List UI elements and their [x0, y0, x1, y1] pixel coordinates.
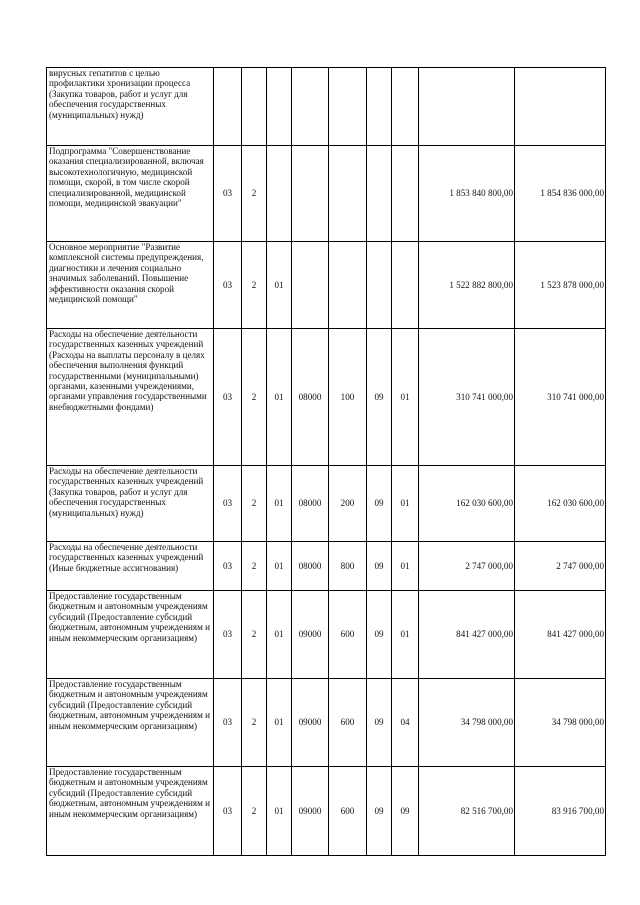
row-name: Расходы на обеспечение деятельности государственных казенных учреждений (Расходы на выплаты персоналу в целях обеспечения выполнения функций государственными (муниципальными) органами, казенными учреждениями, органами управления государственными внебюджетными фондами) — [47, 329, 214, 466]
direction-code: 09000 — [292, 591, 329, 679]
amount-year-2: 162 030 600,00 — [515, 466, 606, 542]
event-code — [267, 68, 292, 146]
expense-type-code — [329, 68, 367, 146]
section-code: 09 — [367, 767, 392, 856]
direction-code — [292, 68, 329, 146]
event-code: 01 — [267, 591, 292, 679]
section-code — [367, 242, 392, 329]
amount-year-1: 1 522 882 800,00 — [419, 242, 515, 329]
amount-year-2: 34 798 000,00 — [515, 679, 606, 767]
event-code: 01 — [267, 242, 292, 329]
row-name: Предоставление государственным бюджетным и автономным учреждениям субсидий (Предоставление субсидий бюджетным, автономным учреждениям и иным некоммерческим организациям) — [47, 767, 214, 856]
section-code: 09 — [367, 329, 392, 466]
subprogram-code: 2 — [242, 466, 267, 542]
subsection-code: 01 — [392, 542, 419, 591]
direction-code: 09000 — [292, 679, 329, 767]
section-code: 09 — [367, 679, 392, 767]
program-code: 03 — [214, 242, 242, 329]
direction-code — [292, 146, 329, 242]
subprogram-code: 2 — [242, 542, 267, 591]
direction-code: 08000 — [292, 329, 329, 466]
subprogram-code: 2 — [242, 146, 267, 242]
amount-year-1: 34 798 000,00 — [419, 679, 515, 767]
expense-type-code: 200 — [329, 466, 367, 542]
program-code: 03 — [214, 591, 242, 679]
subsection-code: 01 — [392, 591, 419, 679]
amount-year-1: 841 427 000,00 — [419, 591, 515, 679]
program-code: 03 — [214, 767, 242, 856]
expense-type-code — [329, 146, 367, 242]
direction-code: 09000 — [292, 767, 329, 856]
subprogram-code: 2 — [242, 679, 267, 767]
amount-year-2: 1 523 878 000,00 — [515, 242, 606, 329]
amount-year-2: 841 427 000,00 — [515, 591, 606, 679]
table-row — [47, 68, 606, 146]
event-code: 01 — [267, 767, 292, 856]
expense-type-code: 100 — [329, 329, 367, 466]
table-row — [47, 679, 606, 767]
amount-year-1: 82 516 700,00 — [419, 767, 515, 856]
subsection-code: 01 — [392, 329, 419, 466]
row-name: Подпрограмма "Совершенствование оказания специализированной, включая высокотехнологичную, медицинской помощи, скорой, в том числе скорой специализированной, медицинской помощи, медицинской эвакуации" — [47, 146, 214, 242]
subsection-code — [392, 146, 419, 242]
program-code: 03 — [214, 466, 242, 542]
subprogram-code: 2 — [242, 591, 267, 679]
section-code: 09 — [367, 542, 392, 591]
subprogram-code — [242, 68, 267, 146]
subsection-code — [392, 242, 419, 329]
expense-type-code: 600 — [329, 767, 367, 856]
row-name: Предоставление государственным бюджетным и автономным учреждениям субсидий (Предоставление субсидий бюджетным, автономным учреждениям и иным некоммерческим организациям) — [47, 679, 214, 767]
direction-code: 08000 — [292, 542, 329, 591]
expense-type-code — [329, 242, 367, 329]
expense-type-code: 600 — [329, 679, 367, 767]
program-code: 03 — [214, 679, 242, 767]
subsection-code: 04 — [392, 679, 419, 767]
subprogram-code: 2 — [242, 767, 267, 856]
amount-year-2: 310 741 000,00 — [515, 329, 606, 466]
table-row — [47, 466, 606, 542]
amount-year-2: 83 916 700,00 — [515, 767, 606, 856]
amount-year-2 — [515, 68, 606, 146]
event-code: 01 — [267, 542, 292, 591]
row-name: Основное мероприятие "Развитие комплексной системы предупреждения, диагностики и лечения социально значимых заболеваний. Повышение эффективности оказания скорой медицинской помощи" — [47, 242, 214, 329]
row-name: вирусных гепатитов с целью профилактики хронизации процесса (Закупка товаров, работ и услуг для обеспечения государственных (муниципальных) нужд) — [47, 68, 214, 146]
direction-code — [292, 242, 329, 329]
subsection-code — [392, 68, 419, 146]
direction-code: 08000 — [292, 466, 329, 542]
event-code: 01 — [267, 466, 292, 542]
amount-year-1: 310 741 000,00 — [419, 329, 515, 466]
program-code: 03 — [214, 542, 242, 591]
section-code — [367, 146, 392, 242]
event-code: 01 — [267, 679, 292, 767]
program-code — [214, 68, 242, 146]
table-row — [47, 242, 606, 329]
section-code: 09 — [367, 466, 392, 542]
amount-year-1: 162 030 600,00 — [419, 466, 515, 542]
expense-type-code: 800 — [329, 542, 367, 591]
amount-year-2: 1 854 836 000,00 — [515, 146, 606, 242]
section-code: 09 — [367, 591, 392, 679]
table-row — [47, 329, 606, 466]
row-name: Предоставление государственным бюджетным и автономным учреждениям субсидий (Предоставление субсидий бюджетным, автономным учреждениям и иным некоммерческим организациям) — [47, 591, 214, 679]
table-row — [47, 591, 606, 679]
table-row — [47, 767, 606, 856]
event-code: 01 — [267, 329, 292, 466]
expense-type-code: 600 — [329, 591, 367, 679]
table-row — [47, 146, 606, 242]
event-code — [267, 146, 292, 242]
subsection-code: 09 — [392, 767, 419, 856]
budget-table — [46, 67, 606, 856]
subprogram-code: 2 — [242, 329, 267, 466]
program-code: 03 — [214, 146, 242, 242]
amount-year-1: 2 747 000,00 — [419, 542, 515, 591]
amount-year-1: 1 853 840 800,00 — [419, 146, 515, 242]
table-row — [47, 542, 606, 591]
row-name: Расходы на обеспечение деятельности государственных казенных учреждений (Иные бюджетные ассигнования) — [47, 542, 214, 591]
program-code: 03 — [214, 329, 242, 466]
section-code — [367, 68, 392, 146]
subprogram-code: 2 — [242, 242, 267, 329]
amount-year-1 — [419, 68, 515, 146]
subsection-code: 01 — [392, 466, 419, 542]
amount-year-2: 2 747 000,00 — [515, 542, 606, 591]
row-name: Расходы на обеспечение деятельности государственных казенных учреждений (Закупка товаров, работ и услуг для обеспечения государственных (муниципальных) нужд) — [47, 466, 214, 542]
